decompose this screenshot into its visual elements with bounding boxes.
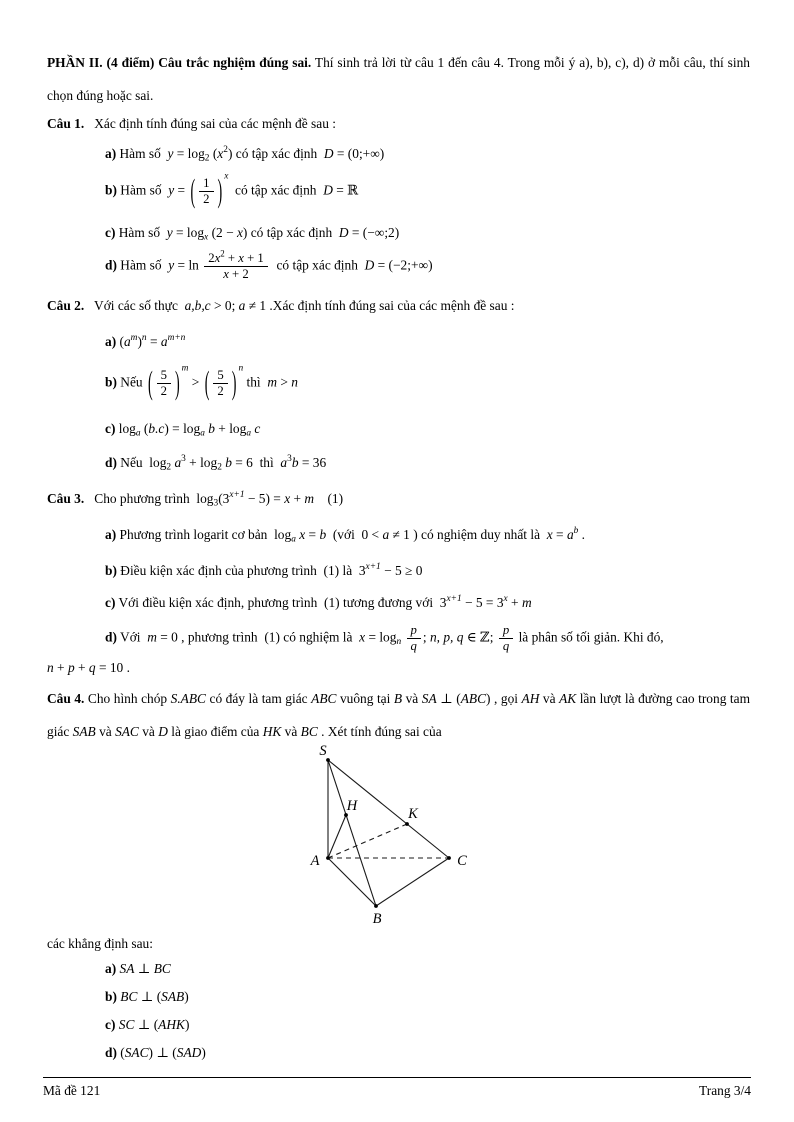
text-run: (: [140, 421, 149, 437]
text-run: và: [402, 691, 422, 707]
text-run: d): [105, 257, 117, 273]
text-run: a): [105, 527, 117, 543]
text-run: = (0;+∞): [333, 146, 385, 161]
text-run: m: [521, 595, 532, 611]
text-run: [401, 630, 404, 645]
text-run: n: [47, 660, 54, 676]
text-run: = ℝ: [332, 182, 359, 198]
figure-point-A: [326, 856, 330, 860]
doc-line: [105, 451, 750, 475]
figure-label-S: S: [319, 744, 327, 760]
text-run: Câu 4.: [47, 691, 85, 707]
text-run: > 0;: [210, 298, 239, 314]
text-run: a): [105, 146, 117, 161]
text-run: d): [105, 629, 117, 645]
document-content: [47, 46, 750, 1064]
text-run: x+1: [446, 594, 462, 605]
text-run: ⊥ (: [137, 989, 162, 1005]
text-run: x: [284, 491, 291, 507]
doc-line: [47, 932, 750, 956]
text-run: a: [566, 527, 574, 543]
text-run: SAC: [124, 1045, 149, 1061]
text-run: b: [319, 527, 327, 543]
text-run: Với các số thực: [84, 298, 185, 314]
text-run: =: [146, 334, 161, 350]
text-run: SAD: [176, 1045, 202, 1061]
doc-line: [105, 958, 750, 980]
text-run: và: [95, 724, 116, 740]
text-run: Hàm số: [116, 182, 169, 198]
text-run: m: [147, 629, 157, 645]
text-run: = (−∞;2): [348, 225, 400, 241]
text-run: SC: [118, 1017, 135, 1033]
text-run: [204, 248, 268, 282]
text-run: BC: [120, 989, 138, 1005]
text-run: + 1: [243, 251, 264, 266]
text-run: − 5 = 3: [461, 595, 504, 611]
text-run: x: [214, 251, 221, 266]
text-run: = (−2;+∞): [374, 257, 433, 273]
page-footer: [43, 1077, 751, 1100]
text-run: c: [254, 421, 261, 437]
paragraph: [47, 682, 750, 748]
text-run: p: [502, 623, 510, 638]
doc-line: [47, 487, 750, 511]
text-run: c): [105, 1017, 116, 1033]
text-run: ABC: [460, 691, 487, 707]
figure-edge-AH: [328, 815, 346, 858]
text-run: x: [359, 629, 366, 645]
text-run: y: [167, 146, 174, 161]
text-run: lần lượt là đường cao trong tam giác: [47, 691, 750, 740]
doc-line: [105, 142, 750, 166]
text-run: = log: [365, 629, 397, 645]
text-run: +: [224, 251, 239, 266]
text-run: b): [105, 182, 117, 198]
doc-line: [105, 591, 750, 615]
text-run: D: [323, 146, 334, 161]
doc-line: [105, 363, 750, 405]
text-run: ): [184, 989, 189, 1005]
text-run: ≠ 1 ) có nghiệm duy nhất là: [389, 527, 547, 543]
text-run: n: [396, 637, 402, 648]
text-run: b: [208, 421, 215, 437]
doc-line: [47, 112, 750, 136]
text-run: (: [190, 172, 196, 211]
figure-point-K: [405, 822, 409, 826]
geometry-figure: [280, 744, 750, 930]
text-run: BC: [153, 961, 171, 977]
doc-line: [47, 294, 750, 318]
text-run: AK: [559, 691, 577, 707]
text-run: =: [174, 182, 189, 198]
text-run: a): [105, 334, 117, 350]
text-run: ⊥ (: [436, 691, 461, 707]
doc-line: [105, 171, 750, 213]
text-run: +: [290, 491, 305, 507]
text-run: +: [53, 660, 68, 676]
text-run: a: [135, 428, 141, 439]
text-run: a: [123, 334, 131, 350]
text-run: x: [546, 527, 553, 543]
text-run: a: [382, 527, 390, 543]
text-run: y: [168, 257, 175, 273]
figure-edge-BC: [376, 858, 449, 906]
text-run: ;: [422, 629, 430, 645]
paragraph: [47, 46, 750, 112]
text-run: b): [105, 374, 117, 390]
figure-point-C: [447, 856, 451, 860]
text-run: + log: [214, 421, 247, 437]
text-run: b: [573, 526, 579, 537]
doc-line: [105, 1014, 750, 1036]
text-run: x: [299, 527, 306, 543]
doc-line: [105, 1042, 750, 1064]
doc-line: [105, 221, 750, 245]
text-run: 2: [204, 153, 210, 164]
text-run: (3: [218, 491, 230, 507]
text-run: +: [74, 660, 89, 676]
text-run: 2: [217, 462, 222, 473]
text-run: = 6 thì: [231, 455, 281, 471]
text-run: (: [209, 146, 218, 161]
text-run: D: [338, 225, 349, 241]
text-run: 3: [213, 498, 219, 509]
text-run: a: [200, 428, 205, 439]
text-run: SA: [119, 961, 135, 977]
text-run: = 36: [298, 455, 327, 471]
text-run: a: [160, 334, 168, 350]
text-run: (với 0 <: [326, 527, 383, 543]
text-run: m: [130, 333, 138, 344]
text-run: Hàm số: [116, 257, 169, 273]
text-run: Điều kiện xác định của phương trình (1) là 3: [116, 563, 366, 579]
text-run: Phương trình logarit cơ bản log: [116, 527, 292, 543]
text-run: có tập xác định: [269, 257, 365, 273]
text-run: và: [281, 724, 301, 740]
text-run: = log: [173, 146, 205, 161]
text-run: và: [539, 691, 560, 707]
footer-page-number: Trang 3/4: [699, 1083, 751, 1098]
text-run: x: [223, 267, 229, 282]
text-run: =: [552, 527, 567, 543]
doc-line: [105, 559, 750, 583]
text-run: (: [116, 334, 124, 350]
doc-line: [105, 417, 750, 441]
text-run: ) = log: [164, 421, 201, 437]
text-run: [407, 623, 421, 654]
text-run: = 10 .: [95, 660, 130, 676]
text-run: Cho phương trình log: [84, 491, 214, 507]
text-run: q: [502, 639, 510, 654]
text-run: 3: [287, 454, 292, 465]
figure-label-B: B: [372, 911, 382, 928]
text-run: thì: [243, 374, 268, 390]
text-run: c): [105, 225, 116, 241]
text-run: BC: [300, 724, 318, 740]
figure-label-A: A: [310, 853, 320, 870]
text-run: = log: [172, 225, 205, 241]
text-run: Câu 2.: [47, 298, 85, 314]
doc-line: [105, 330, 750, 354]
text-run: x: [503, 594, 508, 605]
text-run: AH: [521, 691, 540, 707]
text-run: và: [138, 724, 159, 740]
figure-label-C: C: [457, 853, 467, 870]
text-run: SA: [421, 691, 437, 707]
doc-line: [105, 986, 750, 1008]
text-run: + 2: [228, 267, 249, 282]
text-run: 3: [181, 454, 186, 465]
figure-label-H: H: [346, 798, 358, 815]
text-run: a: [280, 455, 288, 471]
text-run: [157, 368, 171, 399]
text-run: ): [184, 1017, 190, 1033]
text-run: vuông tại: [336, 691, 394, 707]
text-run: q: [410, 639, 417, 654]
text-run: n: [141, 333, 147, 344]
figure-point-B: [374, 904, 378, 908]
text-run: ): [201, 1045, 206, 1061]
text-run: (: [116, 1045, 125, 1061]
text-run: (1): [314, 491, 344, 507]
text-run: D: [323, 182, 333, 198]
text-run: .: [578, 527, 586, 543]
text-run: Với: [116, 629, 148, 645]
text-run: Cho hình chóp: [84, 691, 171, 707]
text-run: AHK: [158, 1017, 185, 1033]
text-run: Hàm số: [116, 146, 168, 161]
text-run: ) , gọi: [486, 691, 522, 707]
text-run: >: [188, 374, 203, 390]
text-run: (2 −: [208, 225, 237, 241]
text-run: PHẦN II. (4 điểm) Câu trắc nghiệm đúng sai.: [47, 55, 312, 70]
text-run: Xác định tính đúng sai của các mệnh đề sau :: [84, 116, 336, 131]
doc-line: [47, 656, 750, 680]
text-run: c): [105, 421, 116, 437]
doc-line: [105, 623, 750, 654]
text-run: a): [105, 961, 117, 977]
text-run: Câu 1.: [47, 116, 85, 131]
text-run: là phân số tối giản. Khi đó,: [515, 629, 664, 645]
figure-edge-AB: [328, 858, 376, 906]
text-run: y: [166, 225, 173, 241]
text-run: ⊥: [134, 961, 154, 977]
text-run: (: [204, 364, 210, 403]
text-run: m: [181, 363, 189, 374]
text-run: SAB: [161, 989, 185, 1005]
text-run: D: [364, 257, 375, 273]
text-run: có đáy là tam giác: [205, 691, 312, 707]
text-run: ): [217, 172, 223, 211]
text-run: 5: [160, 368, 167, 383]
text-run: b: [225, 455, 232, 471]
text-run: B: [393, 691, 403, 707]
text-run: 5: [217, 368, 224, 383]
text-run: c): [105, 595, 116, 611]
text-run: Thí sinh trả lời từ câu 1 đến câu 4. Trong mỗi ý a), b), c), d) ở mỗi câu, thí sinh chọn đúng hoặc sai.: [47, 55, 751, 103]
text-run: = 0 , phương trình (1) có nghiệm là: [156, 629, 360, 645]
text-run: b): [105, 989, 117, 1005]
text-run: x+1: [229, 490, 245, 501]
text-run: log: [115, 421, 136, 437]
footer-exam-code: Mã đề 121: [43, 1083, 101, 1098]
text-run: ≠ 1 .Xác định tính đúng sai của các mệnh đề sau :: [245, 298, 515, 314]
text-run: =: [305, 527, 320, 543]
text-run: D: [158, 724, 168, 740]
text-run: m+n: [167, 333, 186, 344]
text-run: n: [291, 374, 298, 390]
text-run: ) có tập xác định: [242, 225, 339, 241]
text-run: 2: [166, 462, 172, 473]
text-run: = ln: [174, 257, 203, 273]
text-run: SAC: [115, 724, 139, 740]
figure-label-K: K: [408, 806, 418, 823]
text-run: ) có tập xác định: [227, 146, 324, 161]
text-run: ABC: [311, 691, 337, 707]
text-run: ⊥ (: [134, 1017, 159, 1033]
text-run: y: [168, 182, 175, 198]
text-run: (: [147, 364, 153, 403]
text-run: x+1: [365, 562, 381, 573]
text-run: p: [67, 660, 75, 676]
text-run: a: [238, 298, 246, 314]
text-run: 2: [217, 384, 224, 399]
text-run: Nếu: [116, 374, 146, 390]
text-run: ∈ ℤ;: [463, 629, 497, 645]
figure-point-S: [326, 758, 330, 762]
text-run: 2: [160, 384, 167, 399]
text-run: a: [246, 428, 251, 439]
text-run: 2: [220, 248, 225, 259]
text-run: +: [507, 595, 522, 611]
text-run: các khẳng định sau:: [47, 936, 153, 952]
doc-line: [105, 523, 750, 547]
text-run: ): [174, 364, 180, 403]
text-run: Hàm số: [115, 225, 167, 241]
text-run: a: [174, 455, 182, 471]
text-run: 1: [203, 176, 210, 190]
text-run: p: [410, 623, 417, 638]
text-run: a: [291, 534, 296, 545]
text-run: [213, 368, 227, 399]
text-run: [199, 176, 213, 207]
text-run: S.ABC: [170, 691, 206, 707]
text-run: b): [105, 563, 117, 579]
text-run: m: [267, 374, 277, 390]
text-run: b.c: [148, 421, 165, 437]
text-run: có tập xác định: [228, 182, 324, 198]
text-run: . Xét tính đúng sai của: [317, 724, 442, 740]
text-run: Với điều kiện xác định, phương trình (1) tương đương với 3: [115, 595, 447, 611]
text-run: ): [231, 364, 237, 403]
text-run: Nếu log: [116, 455, 167, 471]
text-run: SAB: [72, 724, 96, 740]
text-run: Câu 3.: [47, 491, 85, 507]
text-run: m: [304, 491, 315, 507]
text-run: n: [238, 363, 244, 374]
text-run: 2: [223, 145, 228, 156]
text-run: 2: [203, 192, 210, 207]
text-run: [499, 623, 513, 654]
text-run: b: [291, 455, 299, 471]
figure-edge-SB: [328, 760, 376, 906]
text-run: d): [105, 1045, 117, 1061]
text-run: 2: [208, 251, 215, 266]
text-run: n, p, q: [429, 629, 464, 645]
text-run: + log: [185, 455, 218, 471]
text-run: ): [137, 334, 142, 350]
text-run: − 5) =: [244, 491, 285, 507]
text-run: x: [236, 225, 243, 241]
text-run: HK: [262, 724, 282, 740]
text-run: d): [105, 455, 117, 471]
text-run: ) ⊥ (: [148, 1045, 177, 1061]
text-run: x: [204, 232, 209, 243]
text-run: >: [276, 374, 292, 390]
text-run: q: [88, 660, 96, 676]
text-run: − 5 ≥ 0: [380, 563, 423, 579]
text-run: là giao điểm của: [167, 724, 263, 740]
text-run: x: [238, 251, 244, 266]
text-run: x: [217, 146, 224, 161]
text-run: x: [224, 171, 229, 182]
text-run: a,b,c: [184, 298, 211, 314]
doc-line: [105, 248, 750, 282]
